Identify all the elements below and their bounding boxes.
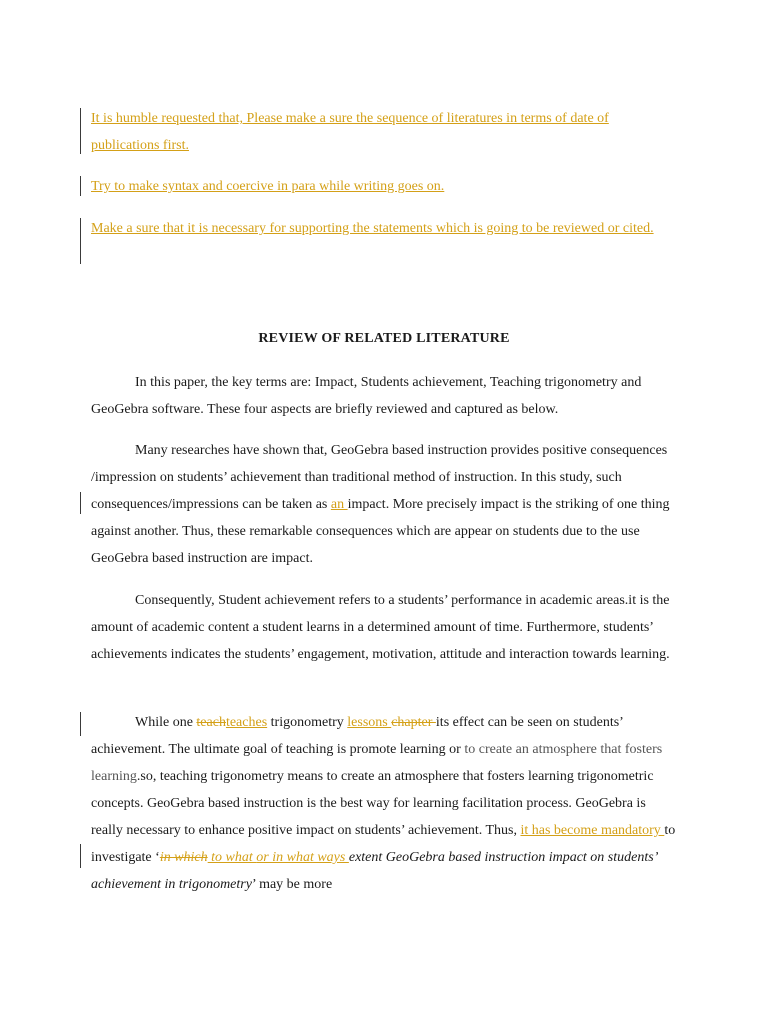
paragraph-text: its effect can be seen on students’ achievement. The ultimate goal of teaching is promote learning or	[91, 715, 623, 757]
paragraph-text: trigonometry	[267, 715, 348, 730]
reviewer-note: Try to make syntax and coercive in para while writing goes on.	[91, 179, 445, 194]
paragraph-text: Consequently, Student achievement refers to a students’ performance in academic areas.it is the amount of academic content a student learns in a determined amount of time. Furthermore, students’ achievements indicates the students’ engagement, motivation, attitude and interaction towards learning.	[91, 593, 670, 662]
change-bar	[80, 712, 81, 736]
tracked-insertion: lessons	[347, 715, 392, 730]
tracked-insertion: to what	[207, 850, 257, 865]
paragraph-text: Many researches have shown that, GeoGebra based instruction provides positive consequences /impression on students’ achievement than traditional method of instruction. In this study, such consequences/impressions can be taken as	[91, 443, 668, 512]
moved-text: to create an atmosphere that fosters learning	[91, 742, 663, 784]
section-heading: REVIEW OF RELATED LITERATURE	[258, 331, 510, 346]
tracked-deletion: in which	[159, 850, 208, 865]
tracked-deletion: teach	[196, 715, 226, 730]
tracked-insertion: or in what ways	[256, 850, 349, 865]
paragraph-text: to investigate ‘	[91, 823, 676, 865]
paragraph-impact	[91, 437, 676, 572]
change-bar	[80, 108, 81, 154]
tracked-insertion: teaches	[225, 715, 268, 730]
paragraph-achievement	[91, 587, 676, 668]
paragraph-intro	[91, 369, 676, 423]
paragraph-text: extent GeoGebra based instruction impact on students’ achievement in trigonometry	[91, 850, 657, 892]
paragraph-text: While one	[135, 715, 197, 730]
tracked-insertion: an	[330, 497, 348, 512]
paragraph-text: ’ may be more	[251, 877, 333, 892]
paragraph-teaching	[91, 709, 676, 898]
change-bar	[80, 844, 81, 868]
tracked-deletion: chapter	[391, 715, 436, 730]
change-bar	[80, 218, 81, 264]
paragraph-text: In this paper, the key terms are: Impact, Students achievement, Teaching trigonometry and GeoGebra software. These four aspects are briefly reviewed and captured as below.	[91, 375, 642, 417]
reviewer-note: It is humble requested that, Please make a sure the sequence of literatures in terms of date of publications first.	[91, 111, 609, 153]
change-bar	[80, 492, 81, 514]
change-bar	[80, 176, 81, 196]
paragraph-text: impact. More precisely impact is the striking of one thing against another. Thus, these remarkable consequences which are appear on students due to the use GeoGebra based instruction are impact.	[91, 497, 670, 566]
paragraph-text: .so, teaching trigonometry means to create an atmosphere that fosters learning trigonometric concepts. GeoGebra based instruction is the best way for learning facilitation process. GeoGebra is really necessary to enhance positive impact on students’ achievement. Thus,	[91, 769, 654, 838]
reviewer-note: Make a sure that it is necessary for supporting the statements which is going to be reviewed or cited.	[91, 221, 654, 236]
tracked-insertion: it has become mandatory	[520, 823, 665, 838]
